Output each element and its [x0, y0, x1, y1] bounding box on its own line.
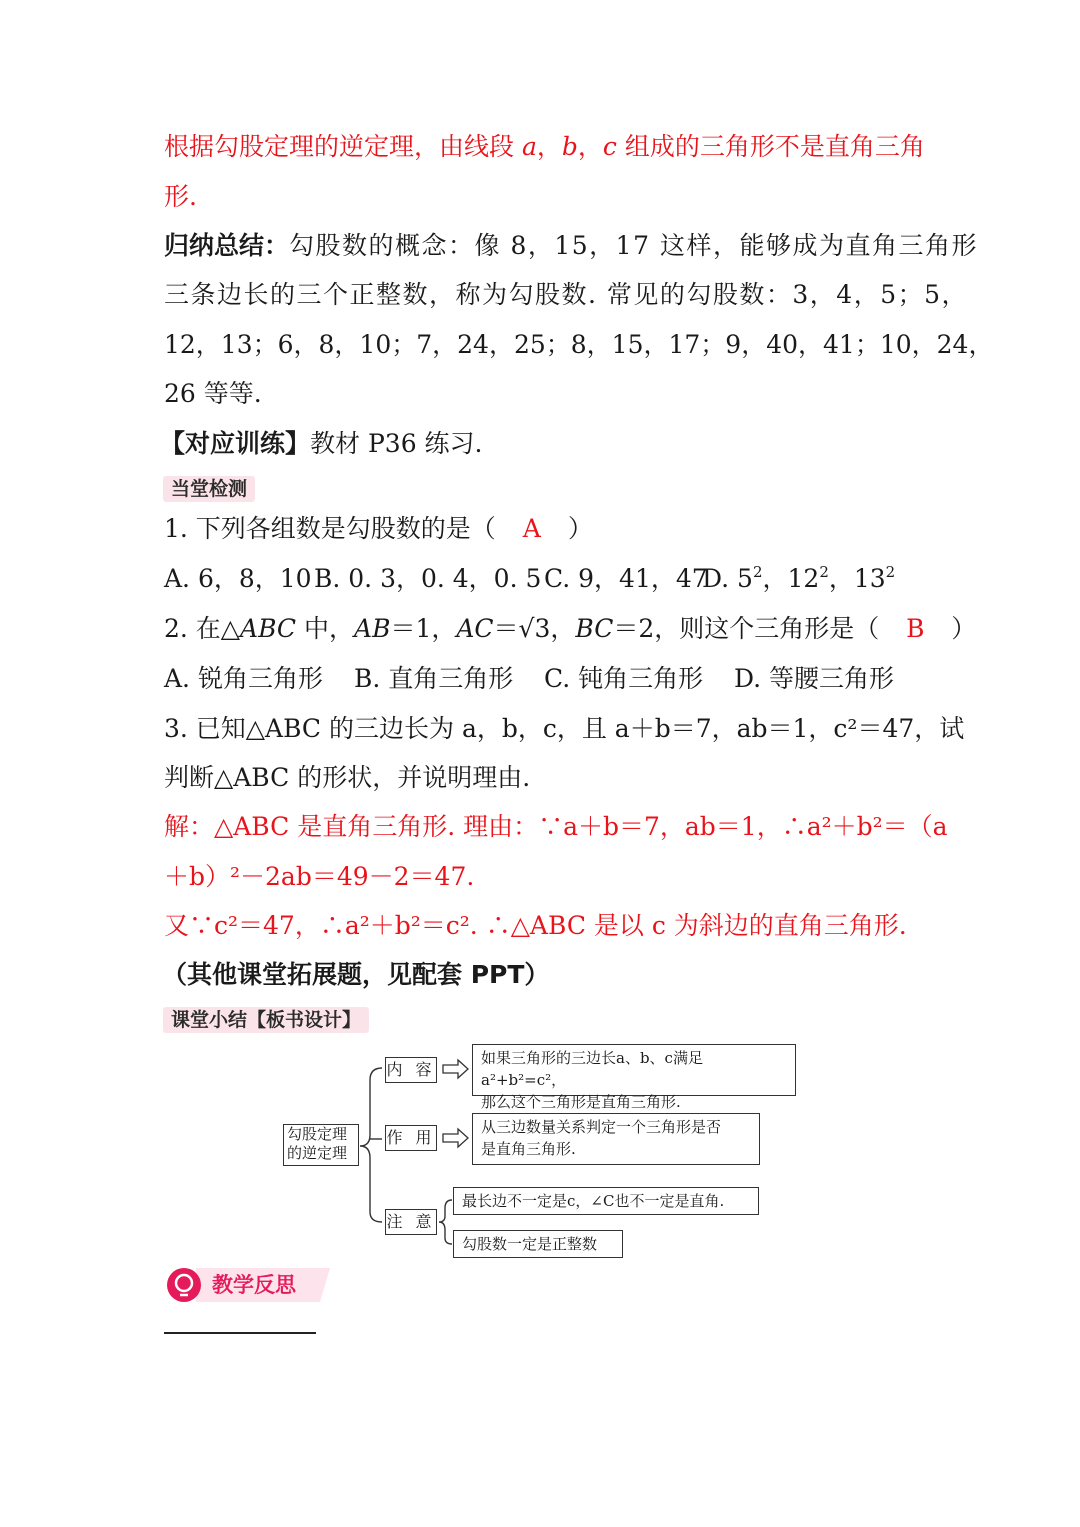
q1-option-d-part: D. 5 — [702, 564, 753, 593]
question-3-line-1: 3. 已知△ABC 的三边长为 a，b，c，且 a＋b＝7，ab＝1，c²＝47，试 — [164, 714, 965, 743]
q2-option-a: A. 锐角三角形 — [164, 664, 323, 693]
q2-side: AC — [456, 614, 494, 643]
section-tag-summary: 课堂小结【板书设计】 — [163, 1007, 369, 1033]
diagram-root-line: 的逆定理 — [287, 1144, 348, 1162]
diagram-content-label: 内 容 — [385, 1057, 437, 1083]
reflection-title: 教学反思 — [212, 1273, 296, 1297]
reflection-underline — [164, 1332, 316, 1334]
text-segment: ， — [536, 132, 562, 161]
training-text: 教材 P36 练习. — [310, 429, 483, 458]
diagram-content-line: 那么这个三角形是直角三角形. — [481, 1093, 681, 1111]
superscript: 2 — [819, 563, 829, 581]
var-b: b — [561, 132, 578, 161]
var-a: a — [521, 132, 537, 161]
solution-line-3: 又∵c²＝47，∴a²＋b²＝c². ∴△ABC 是以 c 为斜边的直角三角形. — [164, 911, 907, 940]
q2-answer: B — [906, 614, 925, 643]
solution-line-1: 解：△ABC 是直角三角形. 理由：∵a＋b＝7，ab＝1，∴a²＋b²＝（a — [164, 812, 948, 841]
q2-text: 2. 在△ — [164, 614, 241, 643]
q1-option-d-part: ，13 — [828, 564, 886, 593]
diagram-content-line: 如果三角形的三边长a、b、c满足a²+b²=c²， — [481, 1049, 703, 1089]
training-label: 【对应训练】 — [160, 429, 311, 458]
summary-line-2: 三条边长的三个正整数，称为勾股数. 常见的勾股数：3，4，5；5， — [164, 280, 969, 309]
q1-answer: A — [522, 514, 541, 543]
q2-option-b: B. 直角三角形 — [354, 664, 514, 693]
summary-line-3: 12，13；6，8，10；7，24，25；8，15，17；9，40，41；10，24， — [164, 330, 994, 359]
solution-line-2: ＋b）²－2ab＝49－2＝47. — [164, 862, 475, 891]
text-segment: ， — [577, 132, 603, 161]
summary-label: 归纳总结： — [164, 231, 290, 260]
q1-option-a: A. 6，8，10 — [164, 564, 312, 593]
q2-option-c: C. 钝角三角形 — [544, 664, 704, 693]
var-c: c — [602, 132, 617, 161]
diagram-note-label: 注 意 — [385, 1209, 437, 1235]
q2-triangle: ABC — [240, 614, 297, 643]
q2-text: ＝2，则这个三角形是（ — [613, 614, 880, 643]
q1-option-c: C. 9，41，47 — [544, 564, 708, 593]
diagram-note-1: 最长边不一定是c，∠C也不一定是直角. — [453, 1187, 759, 1215]
q2-option-d: D. 等腰三角形 — [734, 664, 895, 693]
conclusion-line-2: 形. — [164, 182, 197, 211]
text-segment: 根据勾股定理的逆定理，由线段 — [164, 132, 522, 161]
q2-text: ＝√3， — [493, 614, 576, 643]
q2-side: BC — [575, 614, 614, 643]
q2-close: ） — [951, 614, 977, 643]
question-3-line-2: 判断△ABC 的形状，并说明理由. — [164, 763, 531, 792]
diagram-use-line: 是直角三角形. — [481, 1140, 576, 1158]
diagram-note-2: 勾股数一定是正整数 — [453, 1230, 623, 1258]
superscript: 2 — [752, 563, 763, 581]
q2-side: AB — [354, 614, 391, 643]
summary-text-1: 勾股数的概念：像 8，15，17 这样，能够成为直角三角形 — [289, 231, 978, 260]
extension-note: （其他课堂拓展题，见配套 PPT） — [162, 960, 550, 989]
diagram-root-line: 勾股定理 — [287, 1125, 348, 1143]
text-segment: 组成的三角形不是直角三角 — [616, 132, 925, 161]
q1-close: ） — [567, 514, 593, 543]
q1-stem: 1. 下列各组数是勾股数的是（ — [164, 514, 496, 543]
superscript: 2 — [885, 563, 896, 581]
q2-text: ＝1， — [390, 614, 457, 643]
diagram-use-line: 从三边数量关系判定一个三角形是否 — [481, 1118, 722, 1136]
q2-text: 中， — [296, 614, 355, 643]
section-tag-check: 当堂检测 — [163, 476, 255, 502]
summary-line-4: 26 等等. — [164, 379, 262, 408]
q1-option-b: B. 0. 3，0. 4，0. 5 — [314, 564, 542, 593]
diagram-use-label: 作 用 — [385, 1125, 437, 1151]
q1-option-d-part: ，12 — [762, 564, 820, 593]
